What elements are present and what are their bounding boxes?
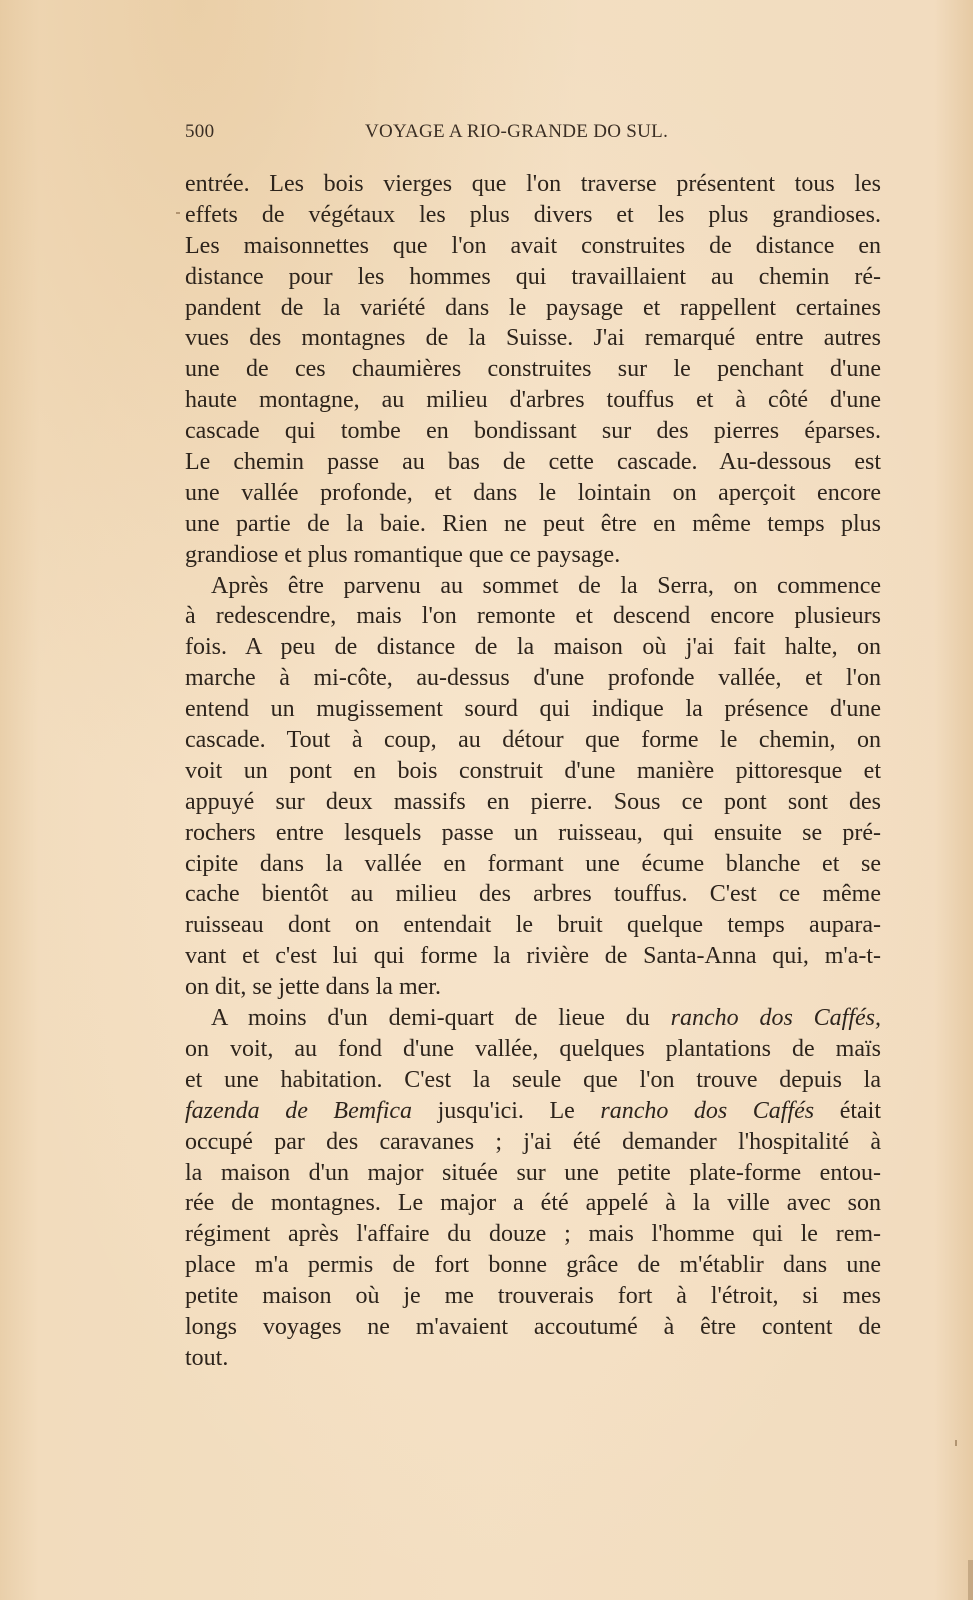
text-line: occupé par des caravanes ; j'ai été demander l'hospitalité à xyxy=(185,1128,881,1155)
text-line: ruisseau dont on entendait le bruit quelque temps aupara- xyxy=(185,912,881,939)
text-segment: était xyxy=(814,1097,882,1124)
text-line: on voit, au fond d'une vallée, quelques plantations de maïs xyxy=(185,1035,881,1062)
text-line: entend un mugissement sourd qui indique la présence d'une xyxy=(185,696,881,723)
page-number: 500 xyxy=(185,121,215,142)
italic-place-name: rancho dos Caffés, xyxy=(670,1005,881,1032)
text-line: une partie de la baie. Rien ne peut être en même temps plus xyxy=(185,510,881,537)
running-title: VOYAGE A RIO-GRANDE DO SUL. xyxy=(365,121,669,142)
text-line: une de ces chaumières construites sur le penchant d'une xyxy=(185,356,881,383)
text-segment: jusqu'ici. Le xyxy=(412,1097,601,1124)
text-line: cascade qui tombe en bondissant sur des pierres éparses. xyxy=(185,418,881,445)
text-line: Le chemin passe au bas de cette cascade. Au-dessous est xyxy=(185,449,881,476)
text-line: place m'a permis de fort bonne grâce de m'établir dans une xyxy=(185,1252,881,1279)
text-line: à redescendre, mais l'on remonte et descend encore plusieurs xyxy=(185,603,881,630)
text-line: Les maisonnettes que l'on avait construites de distance en xyxy=(185,232,881,259)
text-line: rée de montagnes. Le major a été appelé à la ville avec son xyxy=(185,1190,881,1217)
italic-place-name: fazenda de Bemfica xyxy=(185,1097,413,1124)
text-line: distance pour les hommes qui travaillaient au chemin ré- xyxy=(185,263,881,290)
text-line xyxy=(185,1096,881,1127)
text-line: la maison d'un major située sur une petite plate-forme entou- xyxy=(185,1159,881,1186)
italic-place-name: rancho dos Caffés xyxy=(600,1097,815,1124)
text-line: cache bientôt au milieu des arbres touffus. C'est ce même xyxy=(185,881,881,908)
running-head xyxy=(185,121,720,147)
text-line: tout. xyxy=(185,1344,229,1371)
text-line: une vallée profonde, et dans le lointain on aperçoit encore xyxy=(185,479,881,506)
paragraph-start-line: Après être parvenu au sommet de la Serra, on commence xyxy=(211,572,881,599)
text-line: et une habitation. C'est la seule que l'on trouve depuis la xyxy=(185,1066,881,1093)
text-line: longs voyages ne m'avaient accoutumé à être content de xyxy=(185,1313,881,1340)
text-line: appuyé sur deux massifs en pierre. Sous ce pont sont des xyxy=(185,788,881,815)
text-line: vant et c'est lui qui forme la rivière de Santa-Anna qui, m'a-t- xyxy=(185,943,881,970)
text-line: entrée. Les bois vierges que l'on traverse présentent tous les xyxy=(185,171,881,197)
text-line: cascade. Tout à coup, au détour que forme le chemin, on xyxy=(185,727,881,754)
text-line: pandent de la variété dans le paysage et rappellent certaines xyxy=(185,294,881,321)
text-segment: A moins d'un demi-quart de lieue du xyxy=(211,1005,671,1032)
text-line: fois. A peu de distance de la maison où j'ai fait halte, on xyxy=(185,634,881,661)
text-line: marche à mi-côte, au-dessus d'une profonde vallée, et l'on xyxy=(185,665,881,692)
paragraph-start-line xyxy=(185,1003,881,1034)
text-line: cipite dans la vallée en formant une écume blanche et se xyxy=(185,850,881,877)
text-line: petite maison où je me trouverais fort à l'étroit, si mes xyxy=(185,1283,881,1310)
text-line: on dit, se jette dans la mer. xyxy=(185,974,441,1001)
text-line: régiment après l'affaire du douze ; mais l'homme qui le rem- xyxy=(185,1221,881,1248)
text-line: rochers entre lesquels passe un ruisseau, qui ensuite se pré- xyxy=(185,819,881,846)
paper-edge xyxy=(968,1560,973,1600)
text-line: voit un pont en bois construit d'une manière pittoresque et xyxy=(185,757,881,784)
text-line: effets de végétaux les plus divers et les plus grandioses. xyxy=(185,201,881,228)
paper-speck xyxy=(176,212,180,214)
text-line: vues des montagnes de la Suisse. J'ai remarqué entre autres xyxy=(185,325,881,352)
paper-speck xyxy=(955,1440,957,1446)
text-line: haute montagne, au milieu d'arbres touffus et à côté d'une xyxy=(185,387,881,414)
text-line: grandiose et plus romantique que ce paysage. xyxy=(185,541,621,568)
body-text xyxy=(185,169,881,1374)
